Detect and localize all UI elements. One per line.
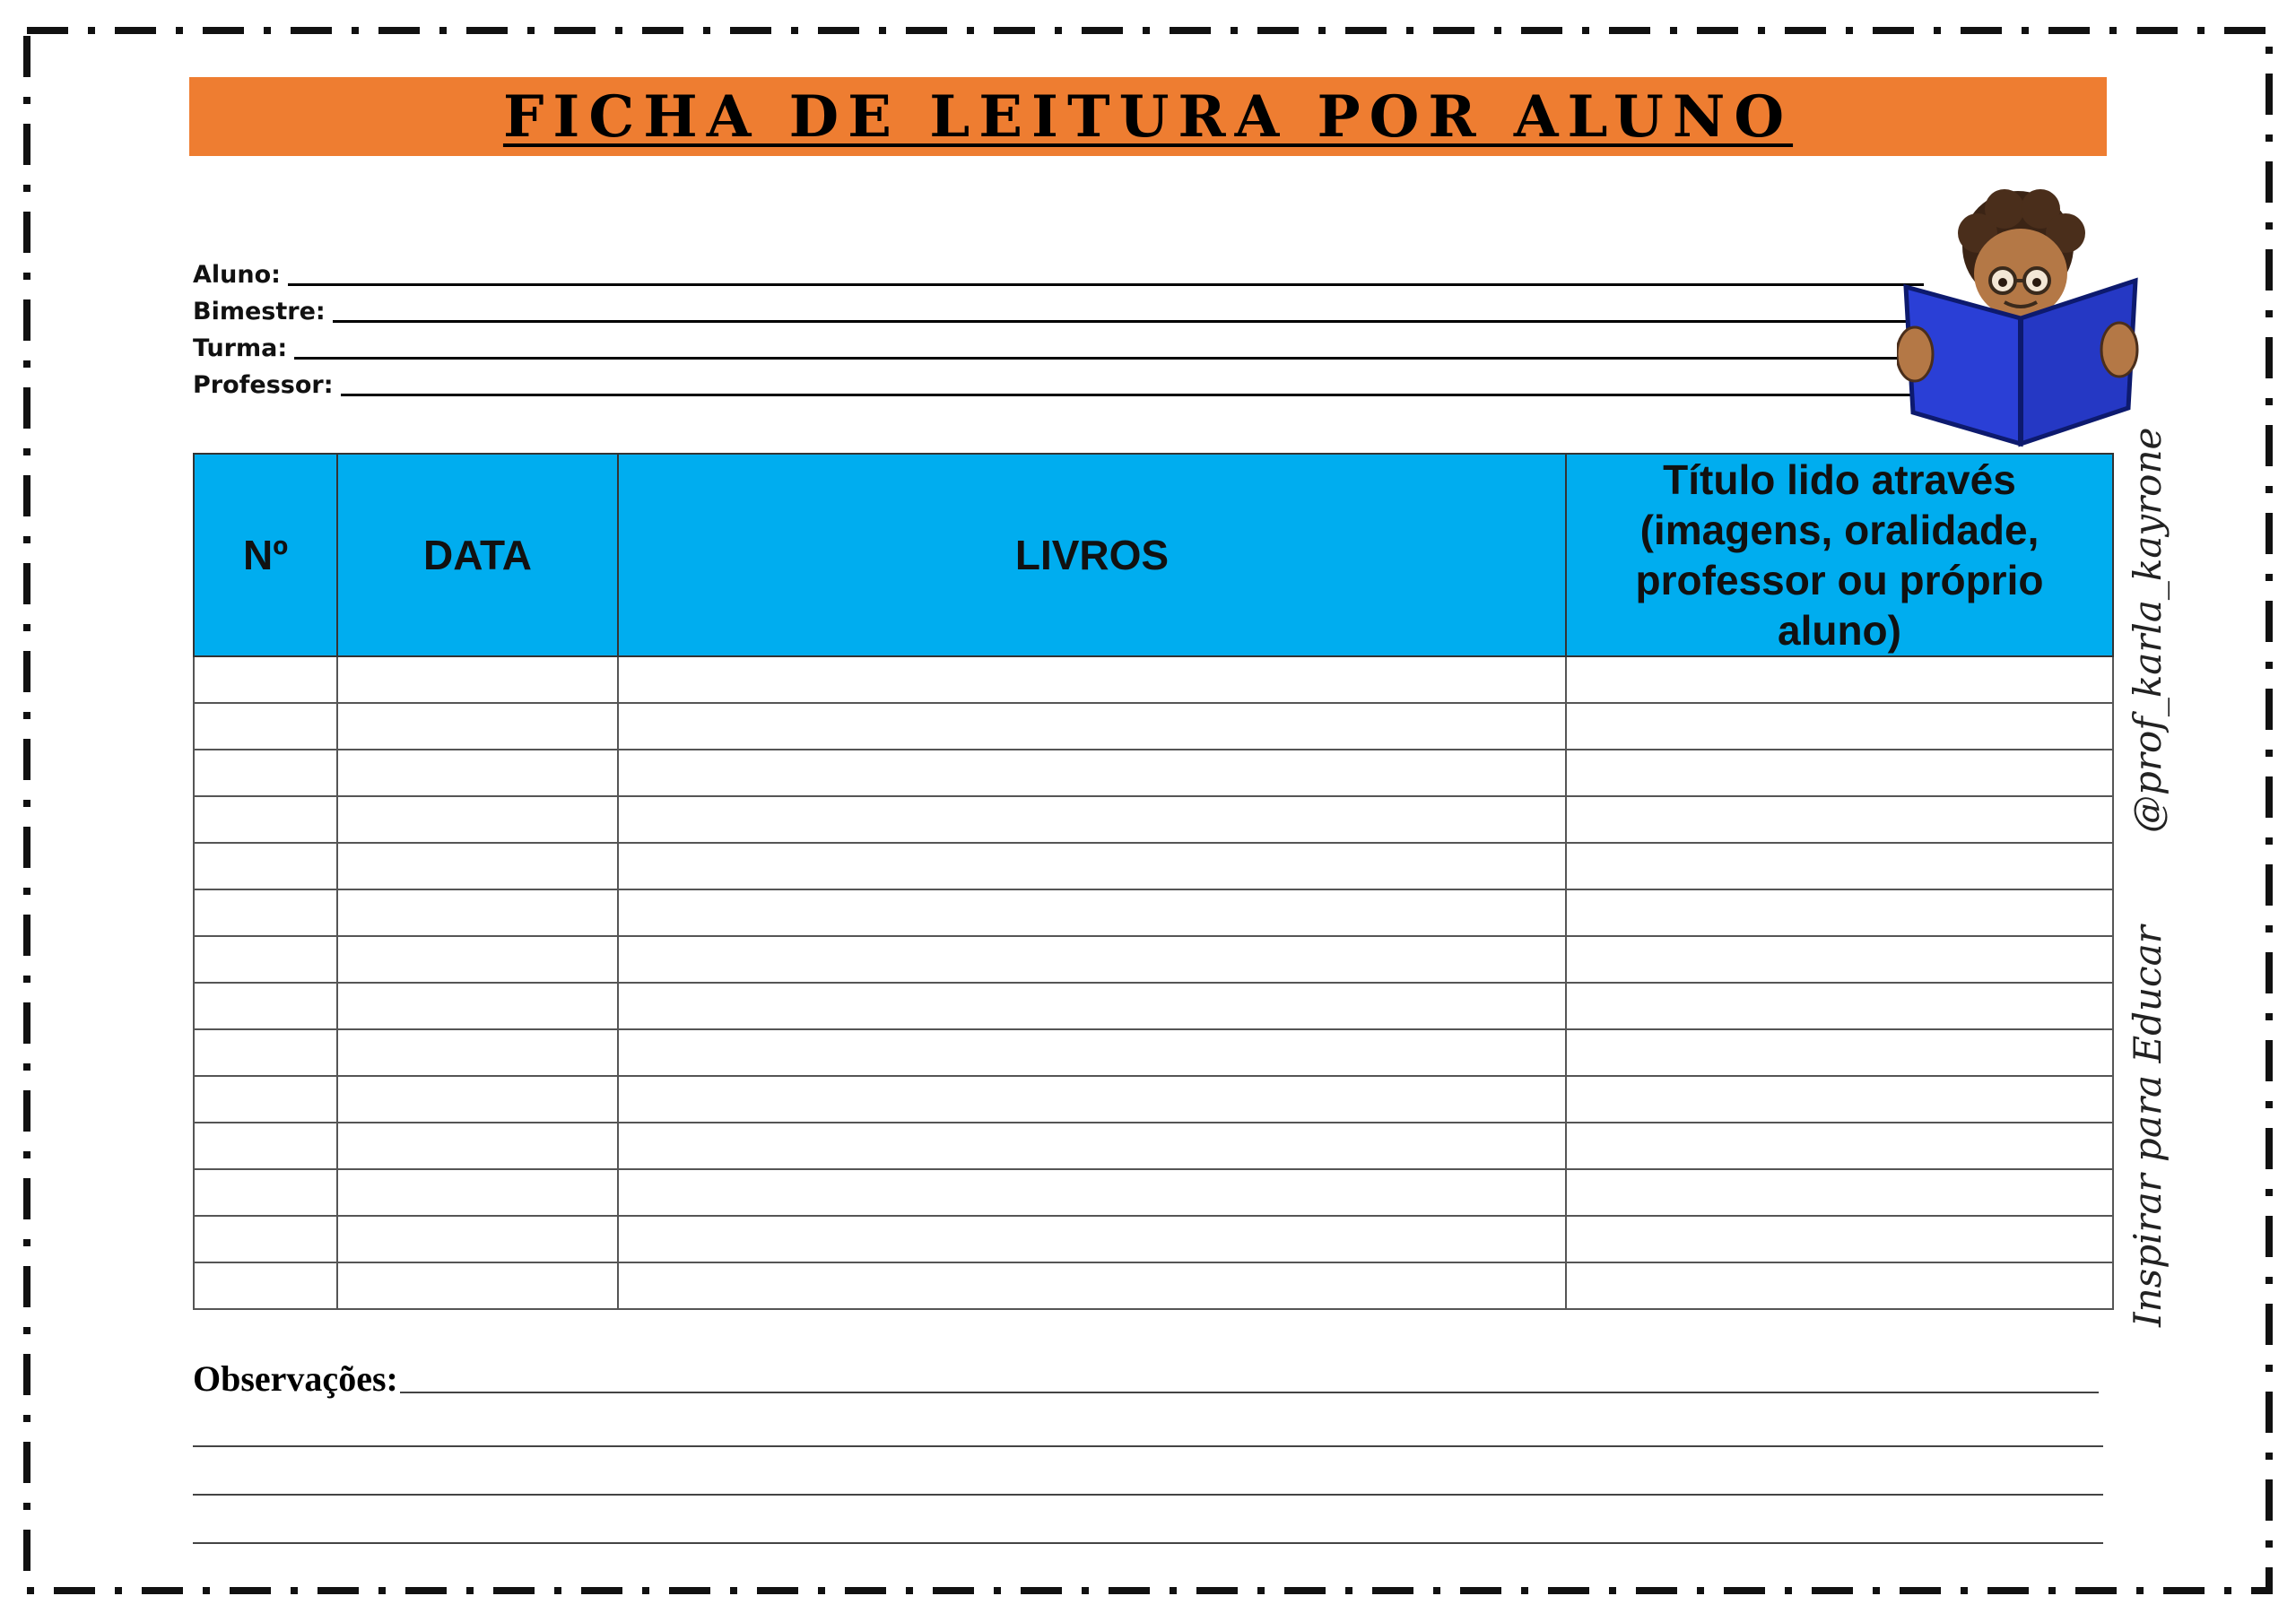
table-cell[interactable] (194, 1216, 337, 1262)
table-cell[interactable] (194, 750, 337, 796)
table-cell[interactable] (1566, 1076, 2113, 1123)
table-cell[interactable] (618, 656, 1566, 703)
table-cell[interactable] (618, 1262, 1566, 1309)
table-row (194, 1262, 2113, 1309)
bimestre-line[interactable] (333, 320, 1924, 323)
table-row (194, 1169, 2113, 1216)
table-row (194, 1216, 2113, 1262)
reading-log-table (193, 453, 2114, 1310)
table-row (194, 1029, 2113, 1076)
table-row (194, 983, 2113, 1029)
table-row (194, 843, 2113, 889)
table-cell[interactable] (337, 656, 618, 703)
table-cell[interactable] (194, 796, 337, 843)
aluno-field[interactable] (193, 254, 1924, 290)
table-cell[interactable] (194, 1123, 337, 1169)
table-row (194, 1123, 2113, 1169)
table-cell[interactable] (1566, 983, 2113, 1029)
table-row (194, 703, 2113, 750)
column-header-books: LIVROS (618, 454, 1566, 656)
table-cell[interactable] (337, 983, 618, 1029)
table-cell[interactable] (1566, 843, 2113, 889)
table-body (194, 656, 2113, 1309)
observations-line-4[interactable] (193, 1542, 2103, 1544)
table-cell[interactable] (194, 1262, 337, 1309)
table-header-row (194, 454, 2113, 656)
table-cell[interactable] (618, 1169, 1566, 1216)
column-header-read-through: Título lido através (imagens, oralidade, professor ou próprio aluno) (1566, 454, 2113, 656)
table-cell[interactable] (337, 1123, 618, 1169)
table-row (194, 1076, 2113, 1123)
table-cell[interactable] (618, 1123, 1566, 1169)
table-cell[interactable] (194, 843, 337, 889)
table-cell[interactable] (337, 1029, 618, 1076)
table-cell[interactable] (337, 750, 618, 796)
table-cell[interactable] (1566, 703, 2113, 750)
column-header-date: DATA (337, 454, 618, 656)
table-cell[interactable] (337, 936, 618, 983)
table-cell[interactable] (337, 1169, 618, 1216)
table-cell[interactable] (194, 703, 337, 750)
observations-line-1[interactable] (400, 1392, 2099, 1393)
professor-field[interactable] (193, 364, 1924, 400)
professor-line[interactable] (341, 394, 1924, 396)
table-cell[interactable] (618, 1216, 1566, 1262)
table-cell[interactable] (618, 796, 1566, 843)
title-banner (189, 77, 2107, 156)
table-cell[interactable] (1566, 796, 2113, 843)
page-title: FICHA DE LEITURA POR ALUNO (502, 82, 1794, 151)
table-cell[interactable] (337, 1076, 618, 1123)
aluno-line[interactable] (288, 283, 1924, 286)
table-cell[interactable] (1566, 750, 2113, 796)
table-cell[interactable] (194, 889, 337, 936)
table-cell[interactable] (1566, 1123, 2113, 1169)
table-cell[interactable] (337, 796, 618, 843)
table-cell[interactable] (194, 656, 337, 703)
table-cell[interactable] (618, 936, 1566, 983)
table-row (194, 889, 2113, 936)
table-cell[interactable] (618, 1076, 1566, 1123)
table-cell[interactable] (337, 703, 618, 750)
table-cell[interactable] (337, 889, 618, 936)
table-cell[interactable] (194, 1029, 337, 1076)
credit-line-2: @prof_karla_kayrone (2126, 427, 2170, 833)
table-cell[interactable] (194, 983, 337, 1029)
table-row (194, 656, 2113, 703)
turma-label: Turma: (193, 334, 288, 362)
table-cell[interactable] (1566, 1029, 2113, 1076)
bimestre-field[interactable] (193, 291, 1924, 326)
column-header-number: Nº (194, 454, 337, 656)
table-cell[interactable] (337, 1216, 618, 1262)
table-cell[interactable] (618, 750, 1566, 796)
table-cell[interactable] (1566, 1216, 2113, 1262)
table-cell[interactable] (618, 1029, 1566, 1076)
table-cell[interactable] (1566, 1169, 2113, 1216)
side-credit (2126, 428, 2170, 1327)
reading-table-wrapper (193, 453, 2112, 1290)
observations-field[interactable] (193, 1358, 2099, 1399)
table-cell[interactable] (618, 703, 1566, 750)
professor-label: Professor: (193, 371, 334, 399)
table-cell[interactable] (1566, 656, 2113, 703)
table-cell[interactable] (194, 1169, 337, 1216)
bimestre-label: Bimestre: (193, 298, 326, 325)
turma-field[interactable] (193, 327, 1924, 363)
observations-line-2[interactable] (193, 1445, 2103, 1447)
observations-label: Observações: (193, 1358, 398, 1399)
table-cell[interactable] (337, 1262, 618, 1309)
table-cell[interactable] (1566, 889, 2113, 936)
table-row (194, 750, 2113, 796)
observations-line-3[interactable] (193, 1494, 2103, 1496)
table-cell[interactable] (618, 889, 1566, 936)
aluno-label: Aluno: (193, 261, 281, 289)
table-row (194, 796, 2113, 843)
table-cell[interactable] (1566, 936, 2113, 983)
table-cell[interactable] (194, 1076, 337, 1123)
child-reading-book-icon (1897, 184, 2139, 448)
table-cell[interactable] (337, 843, 618, 889)
table-cell[interactable] (194, 936, 337, 983)
table-cell[interactable] (1566, 1262, 2113, 1309)
table-cell[interactable] (618, 983, 1566, 1029)
turma-line[interactable] (294, 357, 1924, 360)
table-cell[interactable] (618, 843, 1566, 889)
credit-line-1: Inspirar para Educar (2126, 925, 2170, 1327)
table-row (194, 936, 2113, 983)
